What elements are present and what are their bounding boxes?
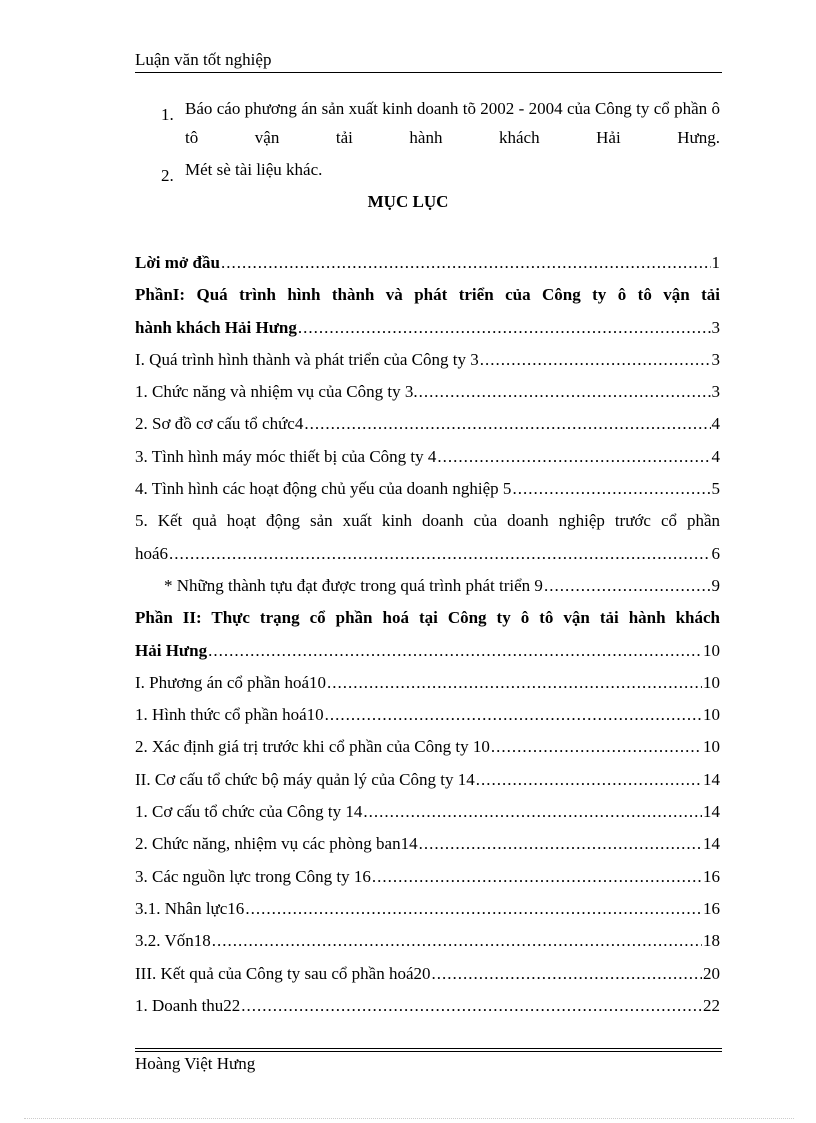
toc-entry-text: 1. Doanh thu22 [135, 995, 241, 1015]
toc-page-number: 16 [703, 866, 720, 886]
toc-leader-dots [298, 314, 711, 341]
toc-entry[interactable] [135, 540, 720, 572]
toc-leader-dots [480, 346, 711, 373]
toc-page-number: 9 [711, 575, 720, 595]
toc-page-number: 3 [711, 317, 720, 337]
toc-entry[interactable] [135, 798, 720, 830]
toc-page-number: 14 [703, 834, 720, 854]
toc-entry[interactable] [135, 378, 720, 410]
reference-item [135, 155, 720, 184]
reference-item [135, 94, 720, 152]
toc-entry-text: 1. Hình thức cổ phần hoá10 [135, 705, 324, 725]
toc-entry-text: 4. Tình hình các hoạt động chủ yếu của doanh nghiệp 5 [135, 479, 512, 499]
toc-entry-text: II. Cơ cấu tổ chức bộ máy quản lý của Công ty 14 [135, 769, 475, 789]
toc-page-number: 18 [703, 931, 720, 951]
toc-entry-text: 3.1. Nhân lực16 [135, 898, 245, 918]
footer-rule [135, 1048, 722, 1049]
toc-entry-text: hoá6 [135, 543, 169, 563]
toc-entry-text: Lời mở đầu [135, 253, 220, 272]
footer-rule [135, 1051, 722, 1052]
toc-leader-dots [221, 249, 711, 276]
toc-page-number: 22 [703, 995, 720, 1015]
toc-entry[interactable] [135, 766, 720, 798]
toc-page-number: 1 [711, 253, 720, 272]
toc-leader-dots [208, 637, 702, 664]
toc-entry-text: I. Quá trình hình thành và phát triển của Công ty 3 [135, 349, 479, 369]
toc-entry[interactable] [135, 701, 720, 733]
toc-leader-dots [363, 798, 702, 825]
toc-leader-dots [437, 443, 710, 470]
toc-page-number: 14 [703, 802, 720, 822]
page-footer: Hoàng Việt Hưng [135, 1054, 256, 1073]
toc-entry[interactable] [135, 927, 720, 959]
toc-entry[interactable] [135, 572, 720, 604]
toc-leader-dots [304, 410, 710, 437]
reference-text: Mét sè tài liệu khác. [185, 160, 323, 179]
toc-entry[interactable] [135, 346, 720, 378]
toc-page-number: 3 [711, 382, 720, 402]
toc-leader-dots [169, 540, 710, 567]
toc-entry[interactable] [135, 830, 720, 862]
toc-page-number: 4 [711, 414, 720, 434]
toc-entry-text: hành khách Hải Hưng [135, 317, 297, 337]
toc-leader-dots [245, 895, 702, 922]
toc-entry[interactable] [135, 637, 720, 669]
toc-entry-text: III. Kết quả của Công ty sau cổ phần hoá20 [135, 963, 431, 983]
toc-leader-dots [419, 378, 711, 405]
reference-text: Báo cáo phương án sản xuất kinh doanh tõ 2002 - 2004 của Công ty cổ phần ô tô vận tải hành khách Hải Hưng. [185, 99, 720, 147]
toc-entry[interactable] [135, 475, 720, 507]
toc-leader-dots [491, 733, 702, 760]
toc-entry-text: 1. Chức năng và nhiệm vụ của Công ty 3. [135, 382, 418, 402]
reference-list [135, 94, 720, 184]
toc-leader-dots [327, 669, 702, 696]
toc-leader-dots [372, 863, 702, 890]
toc-entry-text: 1. Cơ cấu tổ chức của Công ty 14 [135, 802, 363, 822]
toc-entry-text: 3. Các nguồn lực trong Công ty 16 [135, 866, 371, 886]
toc-entry-text: 3. Tình hình máy móc thiết bị của Công ty 4 [135, 446, 437, 466]
toc-entry[interactable] [135, 669, 720, 701]
toc-page-number: 16 [703, 898, 720, 918]
toc-page-number: 14 [703, 769, 720, 789]
toc-page-number: 10 [703, 672, 720, 692]
toc-page-number: 6 [711, 543, 720, 563]
toc-entry[interactable] [135, 604, 720, 636]
toc-page-number: 10 [703, 737, 720, 757]
toc-entry[interactable] [135, 410, 720, 442]
toc-entry-text: Hải Hưng [135, 640, 208, 660]
toc-entry-text: I. Phương án cổ phần hoá10 [135, 672, 327, 692]
toc-entry-text: 2. Sơ đồ cơ cấu tổ chức4 [135, 414, 304, 434]
toc-leader-dots [419, 830, 702, 857]
toc-entry-text: PhầnI: Quá trình hình thành và phát triển của Công ty ô tô vận tải [135, 285, 720, 305]
toc-title: MỤC LỤC [367, 192, 449, 211]
toc-entry[interactable] [135, 281, 720, 313]
toc-leader-dots [212, 927, 702, 954]
toc-entry-text: 5. Kết quả hoạt động sản xuất kinh doanh của doanh nghiệp trước cổ phần [135, 511, 720, 531]
toc-page-number: 5 [711, 479, 720, 499]
toc-page-number: 3 [711, 349, 720, 369]
toc-entry[interactable] [135, 863, 720, 895]
toc-entry-text: 2. Chức năng, nhiệm vụ các phòng ban14 [135, 834, 418, 854]
toc-leader-dots [476, 766, 702, 793]
toc-entry-text: 2. Xác định giá trị trước khi cổ phần của Công ty 10 [135, 737, 490, 757]
toc-leader-dots [512, 475, 710, 502]
toc-entry[interactable] [135, 507, 720, 539]
toc-entry[interactable] [135, 895, 720, 927]
toc-entry-text: 3.2. Vốn18 [135, 931, 211, 951]
toc-page-number: 10 [703, 640, 720, 660]
toc-page-number: 4 [711, 446, 720, 466]
toc-entry[interactable] [135, 960, 720, 992]
toc-leader-dots [432, 960, 702, 987]
toc-leader-dots [241, 992, 702, 1019]
toc-page-number: 20 [703, 963, 720, 983]
toc-page-number: 10 [703, 705, 720, 725]
page-header: Luận văn tốt nghiệp [135, 49, 722, 73]
page-bottom-border [24, 1118, 794, 1119]
toc-entry[interactable] [135, 992, 720, 1024]
table-of-contents [135, 249, 720, 1024]
toc-entry[interactable] [135, 733, 720, 765]
toc-leader-dots [544, 572, 711, 599]
toc-entry-text: Phần II: Thực trạng cổ phần hoá tại Công ty ô tô vận tải hành khách [135, 608, 720, 628]
toc-entry[interactable] [135, 249, 720, 281]
toc-leader-dots [325, 701, 702, 728]
reference-number: 1. [161, 105, 174, 124]
toc-entry[interactable] [135, 314, 720, 346]
toc-entry[interactable] [135, 443, 720, 475]
toc-entry-text: * Những thành tựu đạt được trong quá trình phát triển 9 [164, 575, 543, 595]
reference-number: 2. [161, 166, 174, 185]
